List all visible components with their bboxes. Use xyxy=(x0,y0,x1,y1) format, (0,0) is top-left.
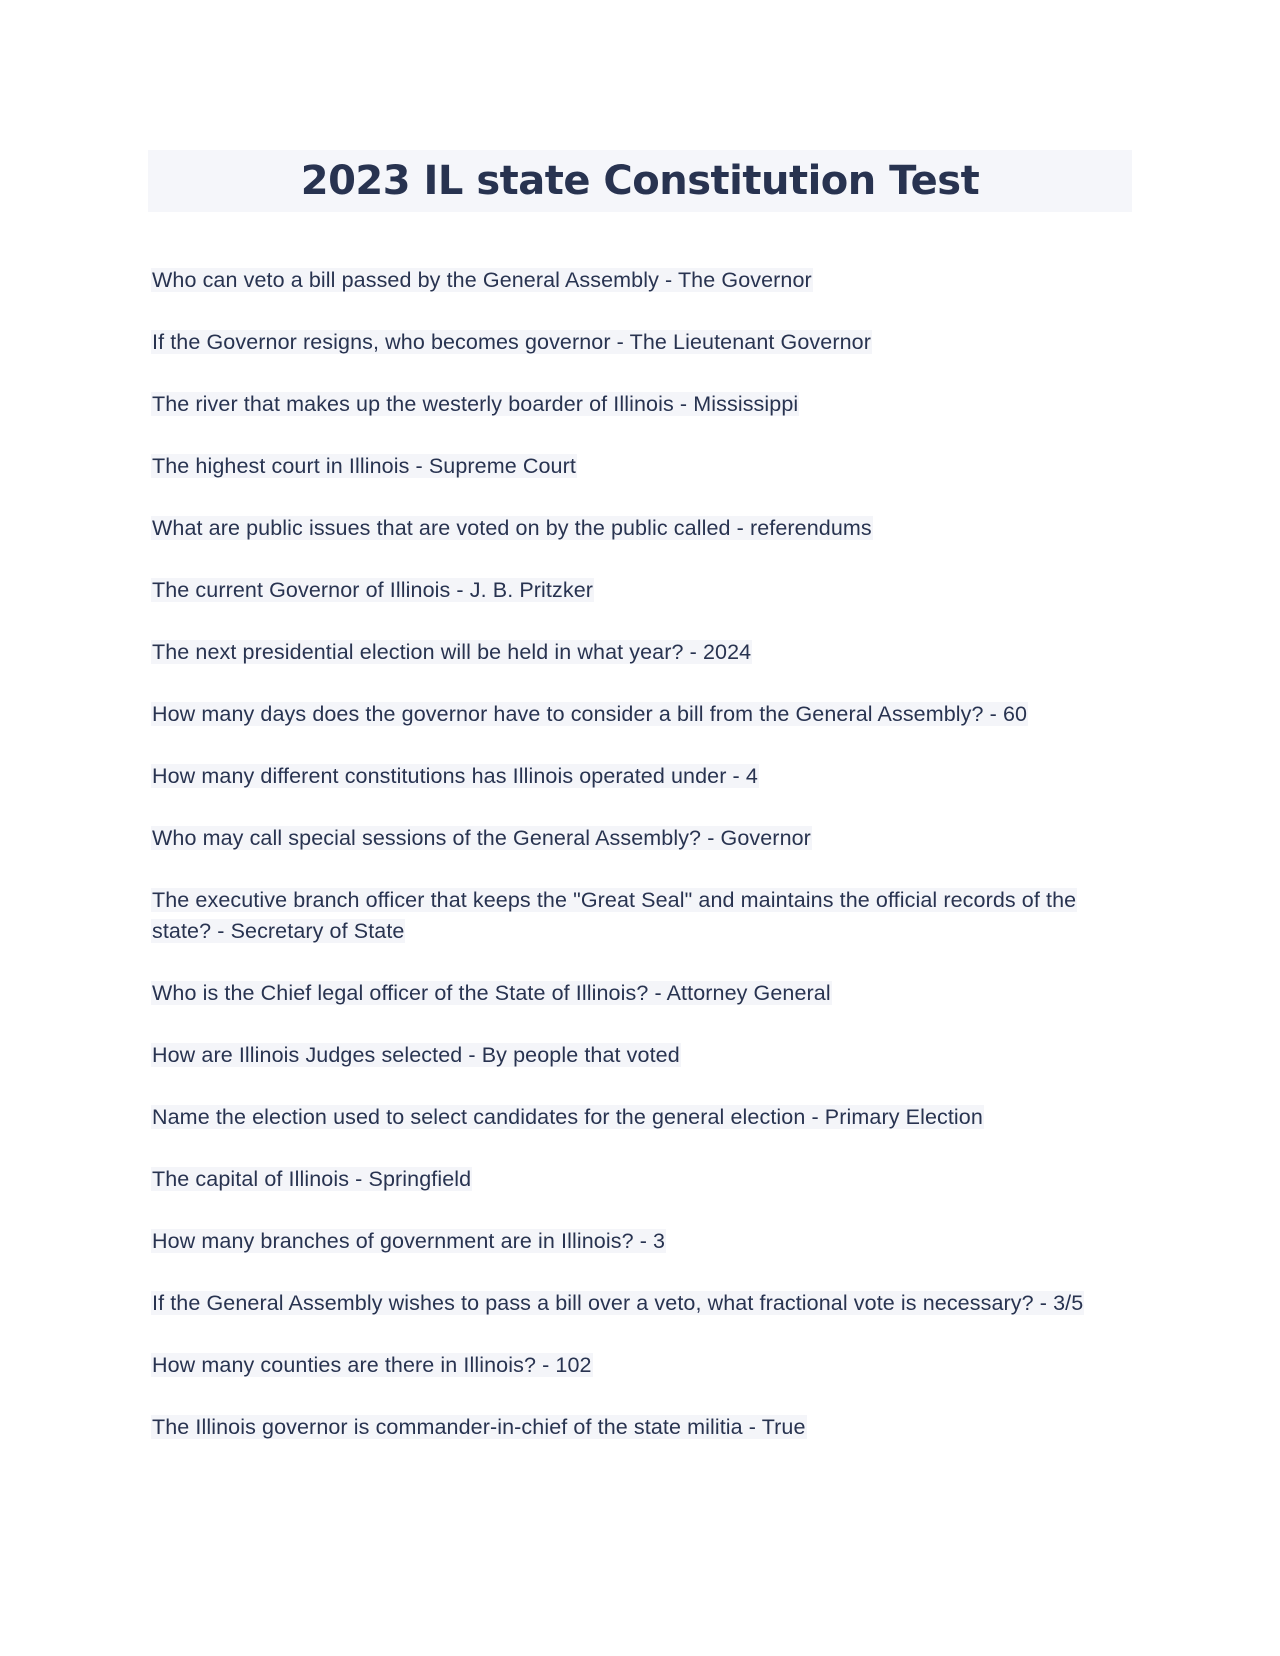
list-item xyxy=(151,1040,1111,1071)
question-answer-text: How many branches of government are in Illinois? - 3 xyxy=(152,1229,666,1253)
list-item xyxy=(151,265,1111,296)
question-answer-text: If the General Assembly wishes to pass a bill over a veto, what fractional vote is necessary? - 3/5 xyxy=(152,1291,1084,1315)
list-item xyxy=(151,1412,1111,1443)
list-item xyxy=(151,699,1111,730)
question-answer-text: Name the election used to select candidates for the general election - Primary Election xyxy=(152,1105,983,1129)
list-item xyxy=(151,978,1111,1009)
question-answer-text: The capital of Illinois - Springfield xyxy=(152,1167,472,1191)
question-answer-text: Who may call special sessions of the General Assembly? - Governor xyxy=(152,826,811,850)
question-answer-text: Who can veto a bill passed by the General Assembly - The Governor xyxy=(152,268,812,292)
question-answer-text: How many days does the governor have to consider a bill from the General Assembly? - 60 xyxy=(152,702,1028,726)
question-answer-text: How are Illinois Judges selected - By people that voted xyxy=(152,1043,680,1067)
list-item xyxy=(151,1164,1111,1195)
list-item xyxy=(151,1226,1111,1257)
question-answer-text: The current Governor of Illinois - J. B. Pritzker xyxy=(152,578,594,602)
question-answer-text: Who is the Chief legal officer of the State of Illinois? - Attorney General xyxy=(152,981,831,1005)
list-item xyxy=(151,1288,1111,1319)
list-item xyxy=(151,389,1111,420)
title-banner xyxy=(148,150,1132,212)
question-answer-text: The river that makes up the westerly boarder of Illinois - Mississippi xyxy=(152,392,799,416)
question-answer-text: The next presidential election will be held in what year? - 2024 xyxy=(152,640,752,664)
list-item xyxy=(151,451,1111,482)
question-answer-text: The highest court in Illinois - Supreme Court xyxy=(152,454,576,478)
list-item xyxy=(151,637,1111,668)
list-item xyxy=(151,513,1111,544)
question-answer-text: What are public issues that are voted on by the public called - referendums xyxy=(152,516,872,540)
list-item xyxy=(151,885,1111,947)
question-answer-text: The Illinois governor is commander-in-chief of the state militia - True xyxy=(152,1415,806,1439)
question-answer-text: If the Governor resigns, who becomes governor - The Lieutenant Governor xyxy=(152,330,871,354)
list-item xyxy=(151,1102,1111,1133)
list-item xyxy=(151,327,1111,358)
list-item xyxy=(151,761,1111,792)
list-item xyxy=(151,823,1111,854)
page-title: 2023 IL state Constitution Test xyxy=(300,158,980,204)
question-answer-text: How many counties are there in Illinois? - 102 xyxy=(152,1353,592,1377)
question-answer-text: How many different constitutions has Illinois operated under - 4 xyxy=(152,764,758,788)
question-answer-text: The executive branch officer that keeps the "Great Seal" and maintains the official records of the state? - Secretary of State xyxy=(152,888,1077,943)
list-item xyxy=(151,1350,1111,1381)
list-item xyxy=(151,575,1111,606)
question-answer-list xyxy=(151,265,1111,1474)
